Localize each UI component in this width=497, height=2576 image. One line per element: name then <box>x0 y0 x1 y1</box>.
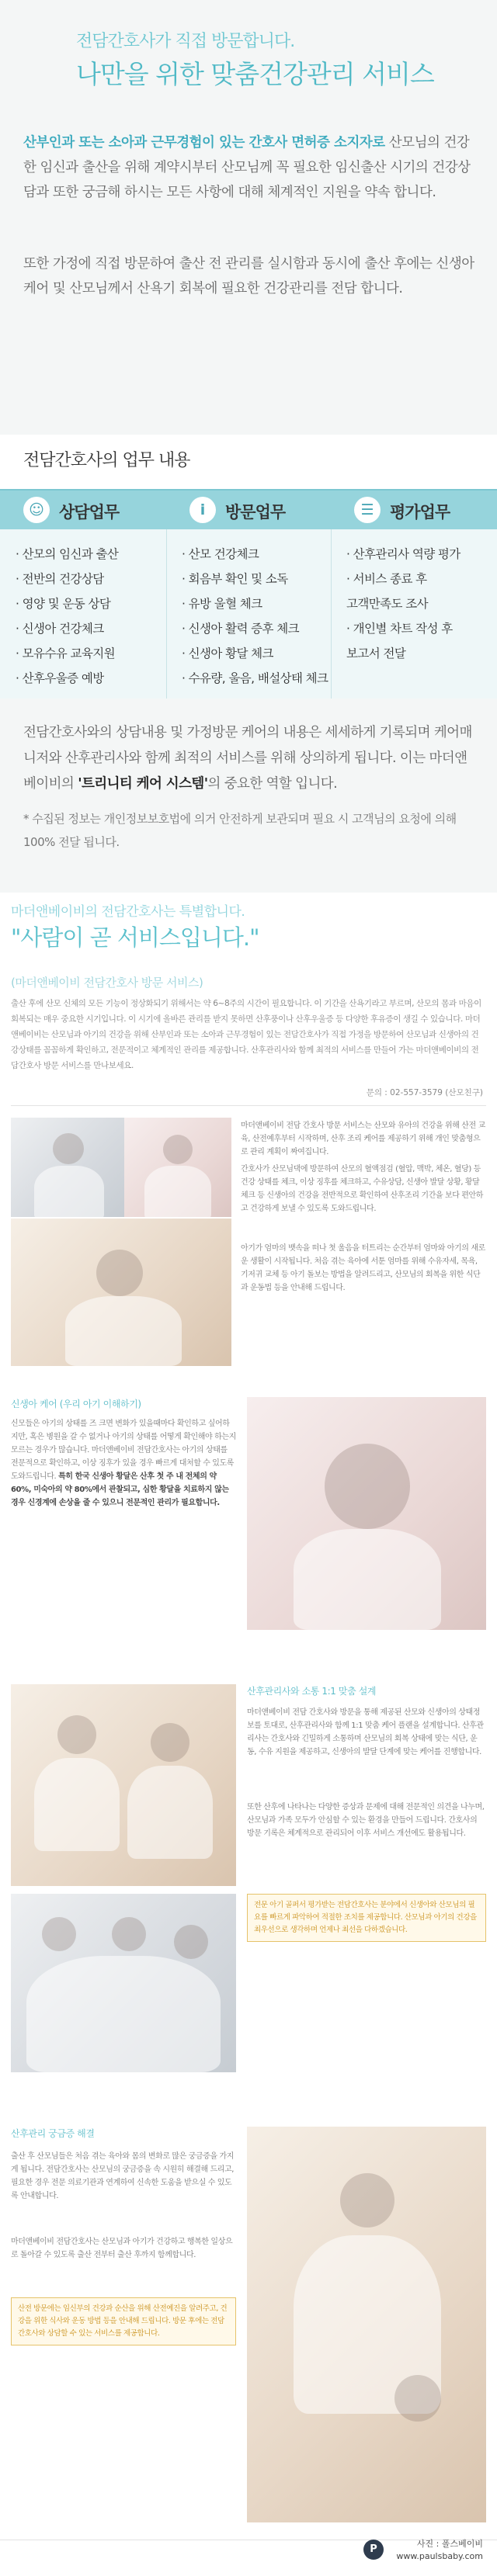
article-text-1: 마더앤베이비 전담 간호사 방문 서비스는 산모와 유아의 건강을 위해 산전 교육, 산전예후부터 시작하며, 산후 조리 케어를 제공하기 위해 개인 맞춤형으로 관리 계획이 짜여집니다. <box>241 1122 485 1156</box>
special-heading: (마더앤베이비 전담간호사 방문 서비스) <box>11 976 203 990</box>
special-title: "사람이 곧 서비스입니다." <box>11 924 259 951</box>
article-text-6: 또한 산후에 나타나는 다양한 증상과 문제에 대해 전문적인 의견을 나누며, 산모님과 가족 모두가 안심할 수 있는 환경을 만들어 드립니다. 간호사의 방문 기록은 체계적으로 관리되어 이후 서비스 개선에도 활용됩니다. <box>247 1803 485 1838</box>
special-subtitle: 마더앤베이비의 전담간호사는 특별합니다. <box>11 904 245 920</box>
duty-header-label: 평가업무 <box>390 503 450 522</box>
section-label-consult: 산후관리사와 소통 1:1 맞춤 설계 <box>247 1686 377 1697</box>
article-text-4-main: 신모들은 아기의 상태를 즈 크면 변화가 있을때마다 확인하고 싶어하지만, 혹은 병원을 갈 수 없거나 아기의 상태를 어떻게 확인해야 하는지 모르는 경우가 많습니다. 마더앤베이비 전담간호사는 아기의 상태를 전문적으로 확인하고, 이상 징후가 있을 경우 빠르게 대처할 수 있도록 도와드립니다. <box>11 1420 236 1481</box>
visit-icon: i <box>189 497 216 523</box>
description-text-a: 전담간호사와의 상담내용 및 가정방문 케어의 내용은 세세하게 기록되며 케어매니저와 산후관리사와 함께 최적의 서비스를 위해 상의하게 됩니다. 이는 마더앤베이비의 <box>23 725 472 792</box>
list-item: · 산후관리사 역량 평가 <box>346 547 461 561</box>
divider <box>331 529 332 711</box>
list-item: · 신생아 황달 체크 <box>182 647 273 660</box>
list-item: · 산후우울증 예방 <box>16 671 104 685</box>
photo-nurse-exam <box>11 1118 124 1217</box>
list-item: · 회음부 확인 및 소독 <box>182 572 288 586</box>
duties-grid <box>0 489 497 714</box>
divider <box>11 1105 486 1106</box>
hero-paragraph-2: 또한 가정에 직접 방문하여 출산 전 관리를 실시함과 동시에 출산 후에는 신생아케어 및 산모님께서 산욕기 회복에 필요한 건강관리를 전담 합니다. <box>23 256 474 296</box>
section-label-newborn: 신생아 케어 (우리 아기 이해하기) <box>11 1399 141 1409</box>
note-box-2: 산전 방문에는 임신부의 건강과 순산을 위해 산전예진을 알려주고, 건강을 위한 식사와 운동 방법 등을 안내해 드립니다. 방문 후에는 전담간호사와 상담할 수 있는 서비스를 제공합니다. <box>11 2297 236 2345</box>
duties-title: 전담간호사의 업무 내용 <box>23 451 190 470</box>
list-item: · 산모 건강체크 <box>182 547 259 561</box>
hero-title: 나만을 위한 맞춤건강관리 서비스 <box>76 59 434 89</box>
divider <box>166 529 167 711</box>
duty-list-visit <box>166 529 331 711</box>
hero-subtitle: 전담간호사가 직접 방문합니다. <box>76 32 295 51</box>
article-text-7: 출산 후 산모님들은 처음 겪는 육아와 몸의 변화로 많은 궁금증을 가지게 됩니다. 전담간호사는 산모님의 궁금증을 속 시원히 해결해 드리고, 필요한 경우 전문 의료기관과 연계하여 신속한 도움을 받으실 수 있도록 안내합니다. <box>11 2152 235 2200</box>
article-text-5: 마더앤베이비 전담 간호사와 방문을 통해 제공된 산모와 신생아의 상태정보를 토대로, 산후관리사와 함께 1:1 맞춤 케어 플랜을 설계합니다. 산후관리사는 간호사와 긴밀하게 소통하며 산모님의 회복 상태에 맞는 식단, 운동, 수유 지원을 제공하고, 신생아의 발달 단계에 맞는 케어를 진행합니다. <box>247 1708 484 1756</box>
paulsbaby-logo: P <box>363 2540 384 2560</box>
list-item: · 산모의 임신과 출산 <box>16 547 119 561</box>
list-item: · 수유량, 울음, 배설상태 체크 <box>182 671 328 685</box>
article-text-8: 마더앤베이비 전담간호사는 산모님과 아기가 건강하고 행복한 일상으로 돌아갈 수 있도록 출산 전부터 출산 후까지 함께합니다. <box>11 2238 233 2259</box>
photo-baby-care <box>11 1219 231 1366</box>
list-item: 고객만족도 조사 <box>346 597 428 611</box>
credit-text: 사진 : 폴스베이비 <box>416 2539 483 2549</box>
privacy-note: * 수집된 정보는 개인정보보호법에 의거 안전하게 보관되며 필요 시 고객님의 요청에 의해 100% 전달 됩니다. <box>23 812 457 849</box>
list-item: · 영양 및 운동 상담 <box>16 597 111 611</box>
duty-header-counsel <box>0 489 166 529</box>
article-text-3: 아기가 엄마의 뱃속을 떠나 첫 울음을 터트리는 순간부터 엄마와 아기의 새로운 생활이 시작됩니다. 처음 겪는 육아에 서툰 엄마를 위해 수유자세, 목욕, 기저귀 교체 등 아기 돌보는 방법을 알려드리고, 산모님의 회복을 위한 식단과 운동법 등을 안내해 드립니다. <box>241 1244 485 1292</box>
photo-newborn <box>247 1397 486 1630</box>
hero-paragraph-1-rest: 산모님의 건강한 임신과 출산을 위해 계약시부터 산모님께 꼭 필요한 임신출산 시기의 건강상담과 또한 궁금해 하시는 모든 사항에 대해 체계적인 지원을 약속 합니다. <box>23 135 471 200</box>
duty-header-evaluation <box>331 489 497 529</box>
list-item: · 신생아 건강체크 <box>16 622 104 636</box>
contact-phone: 문의 : 02-557-3579 (산모친구) <box>366 1088 483 1097</box>
trinity-care-system: '트리니티 케어 시스템' <box>78 776 208 792</box>
hero-highlight: 산부인과 또는 소아과 근무경험이 있는 간호사 면허증 소지자로 <box>23 135 385 151</box>
article-text-4 <box>11 1417 236 1510</box>
special-intro: 출산 후에 산모 신체의 모든 기능이 정상화되기 위해서는 약 6~8주의 시간이 필요합니다. 이 기간을 산욕기라고 부르며, 산모의 몸과 마음이 회복되는 매우 중요한 시기입니다. 이 시기에 올바른 관리를 받지 못하면 산후풍이나 산후우울증 등 다양한 후유증이 생길 수 있습니다. 마더앤베이비는 산모님과 아기의 건강을 위해 산부인과 또는 소아과 근무경험이 있는 전담간호사가 직접 가정을 방문하여 산모님과 신생아의 건강상태를 꼼꼼하게 확인하고, 전문적이고 체계적인 관리를 제공합니다. 산후관리사와 함께 최적의 서비스를 만들어 가는 마더앤베이비의 전담간호사 방문 서비스를 만나보세요. <box>11 999 481 1070</box>
list-item: · 모유수유 교육지원 <box>16 647 115 660</box>
list-item: · 서비스 종료 후 <box>346 572 427 586</box>
photo-nurse-mother <box>124 1118 231 1217</box>
list-item: · 신생아 활력 증후 체크 <box>182 622 299 636</box>
photo-nurse-consult <box>11 1684 236 1886</box>
description-paragraph <box>23 720 478 797</box>
photo-nurse-team <box>11 1894 236 2072</box>
duty-list-evaluation <box>331 529 497 711</box>
duty-list-counsel <box>0 529 166 711</box>
list-item: · 유방 울혈 체크 <box>182 597 262 611</box>
list-item: · 개인별 차트 작성 후 <box>346 622 453 636</box>
section-label-questions: 산후관리 궁금증 해결 <box>11 2128 95 2139</box>
duty-header-label: 방문업무 <box>225 503 286 522</box>
duty-header-label: 상담업무 <box>59 503 120 522</box>
article-text-4-bold: 특히 한국 신생아 황달은 산후 첫 주 내 전체의 약 60%, 미숙아의 약 80%에서 관찰되고, 심한 황달을 치료하지 않는 경우 신경계에 손상을 줄 수 있으니 전문적인 관리가 필요합니다. <box>11 1472 229 1507</box>
duty-header-visit <box>166 489 331 529</box>
article-text-2: 간호사가 산모님댁에 방문하여 산모의 혈액점검 (혈압, 맥박, 체온, 혈당) 등 건강 상태를 체크, 이상 징후를 체크하고, 수유상담, 신생아 발달 상황, 황달 체크 등 신생아의 건강을 전반적으로 확인하여 산후조리 기간을 보다 편안하고 건강하게 보낼 수 있도록 도와드립니다. <box>241 1165 484 1213</box>
note-box-1: 전문 아기 골퍼서 평가받는 전담간호사는 분야에서 신생아와 산모님의 필요를 빠르게 파악하여 적절한 조치를 제공합니다. 산모님과 아기의 건강을 최우선으로 생각하며 언제나 최선을 다하겠습니다. <box>247 1894 486 1942</box>
hero-paragraph-1 <box>23 130 475 205</box>
photo-nurse-mother-baby <box>247 2127 486 2522</box>
photo-credit <box>396 2538 483 2563</box>
evaluation-icon: ☰ <box>354 497 381 523</box>
list-item: 보고서 전달 <box>346 647 406 660</box>
credit-url[interactable]: www.paulsbaby.com <box>396 2551 483 2561</box>
description-text-b: 의 중요한 역할 입니다. <box>207 776 338 792</box>
list-item: · 전반의 건강상담 <box>16 572 104 586</box>
counsel-icon: ☺ <box>23 497 50 523</box>
